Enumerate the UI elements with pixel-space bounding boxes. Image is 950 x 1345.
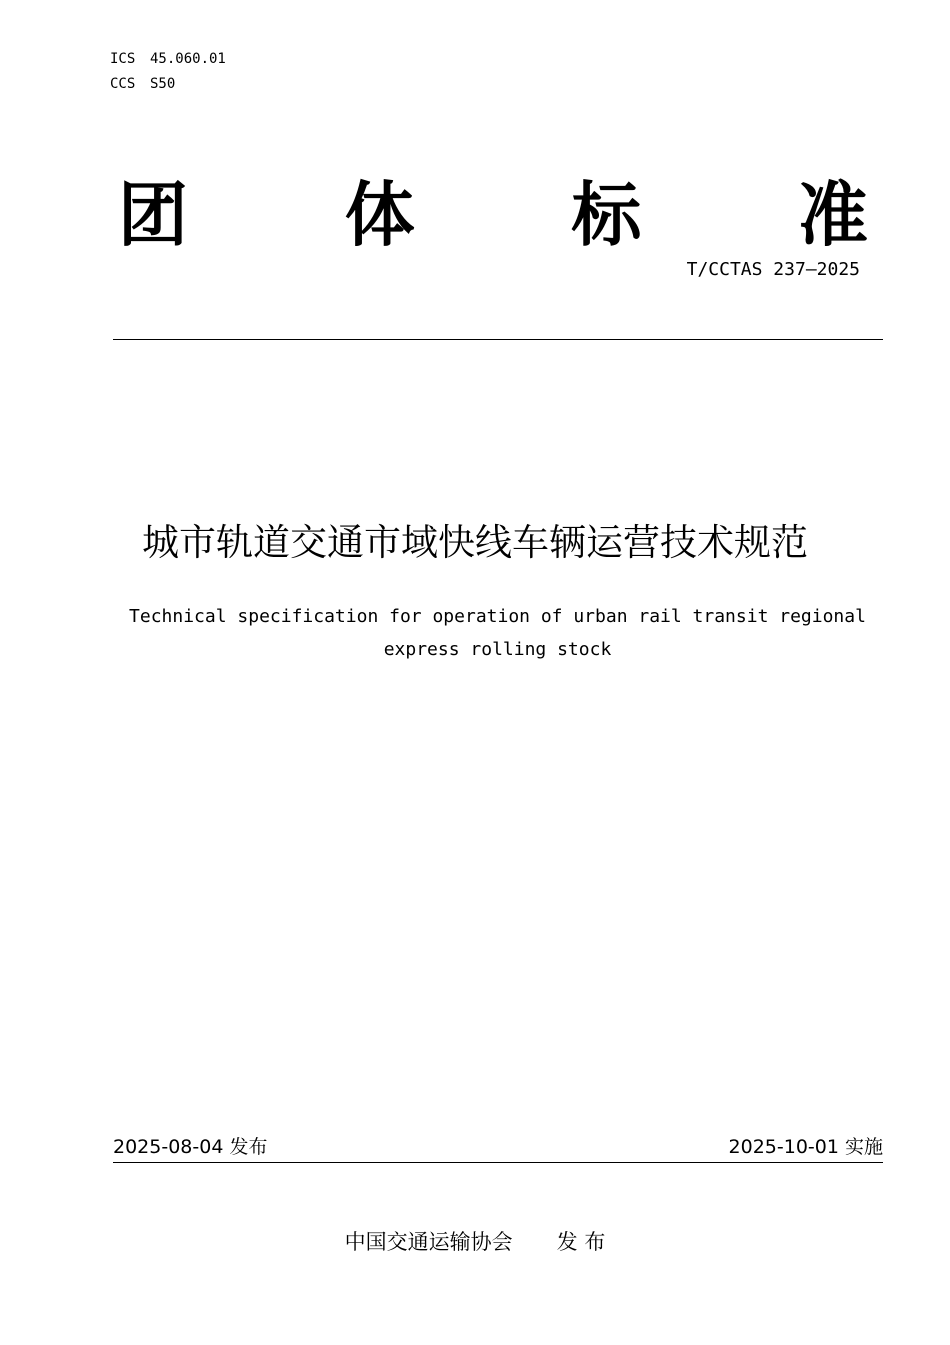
publisher-line — [0, 1226, 950, 1256]
ccs-label: CCS — [110, 76, 136, 92]
standard-type-char: 团 — [118, 174, 188, 256]
english-title-line-2: express rolling stock — [383, 639, 612, 660]
classification-codes — [110, 47, 226, 97]
english-title — [100, 600, 895, 666]
ccs-line — [110, 72, 226, 97]
standard-number: T/CCTAS 237—2025 — [686, 259, 860, 280]
ccs-value: S50 — [150, 76, 176, 92]
publish-date: 2025-08-04 发布 — [113, 1136, 268, 1158]
standard-type-char: 准 — [797, 174, 868, 256]
bottom-divider — [113, 1162, 883, 1163]
standard-type-char: 体 — [344, 174, 415, 256]
publisher-name: 中国交通运输协会 — [344, 1230, 513, 1254]
english-title-line-1: Technical specification for operation of urban rail transit regional — [129, 606, 866, 627]
standard-type-char: 标 — [571, 174, 642, 256]
ics-label: ICS — [110, 51, 136, 67]
top-divider — [113, 339, 883, 340]
standard-type-heading — [118, 170, 868, 260]
implementation-date: 2025-10-01 实施 — [728, 1136, 883, 1158]
ics-value: 45.060.01 — [150, 51, 226, 67]
publisher-action: 发 布 — [556, 1230, 606, 1254]
chinese-title: 城市轨道交通市域快线车辆运营技术规范 — [142, 521, 808, 564]
ics-line — [110, 47, 226, 72]
